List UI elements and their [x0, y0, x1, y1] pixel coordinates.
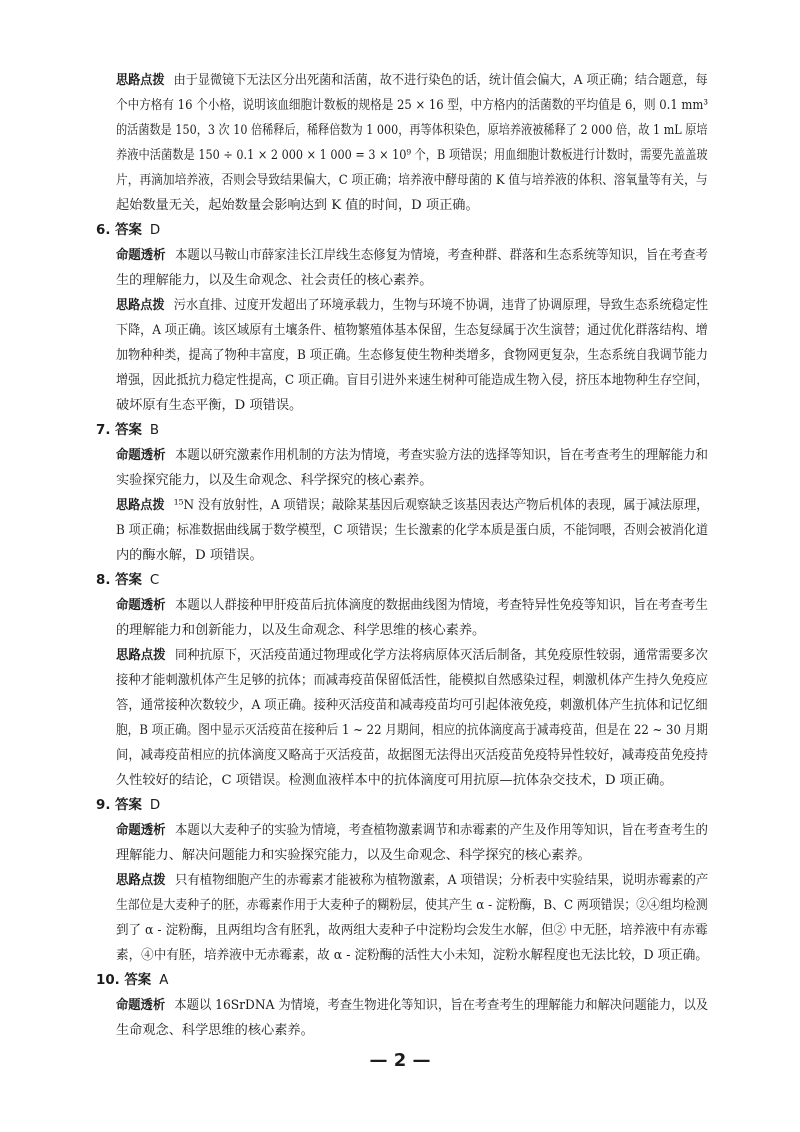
page-number: — 2 —	[369, 1050, 431, 1071]
analysis-line: 片，再滴加培养液，否则会导致结果偏大，C 项正确；培养液中酵母菌的 K 值与培养液的体积、溶氧量等有关，与	[116, 173, 708, 188]
q9-silu: 思路点拨 只有植物细胞产生的赤霉素才能被称为植物激素，A 项错误；分析表中实验结果，说明赤霉素的产	[116, 873, 709, 888]
q10-mingti: 命题透析 本题以 16SrDNA 为情境，考查生物进化等知识，旨在考查考生的理解能力和解决问题能力，以及	[116, 998, 709, 1013]
silu-label: 思路点拨	[116, 73, 165, 88]
q10-mingti-line: 生命观念、科学思维的核心素养。	[116, 1023, 314, 1038]
q7-answer-line: 7. 答案 B	[96, 423, 160, 438]
q9-silu-line: 生部位是大麦种子的胚，赤霉素作用于大麦种子的糊粉层，使其产生 α - 淀粉酶，B、C 两项错误；②④组均检测	[116, 898, 708, 913]
q8-silu: 思路点拨 同种抗原下，灭活疫苗通过物理或化学方法将病原体灭活后制备，其免疫原性较弱，通常需要多次	[116, 648, 708, 663]
q8-silu-line: 接种才能刺激机体产生足够的抗体；而减毒疫苗保留低活性，能模拟自然感染过程，刺激机体产生持久免疫应	[116, 673, 708, 688]
analysis-line: 个中方格有 16 个小格，说明该血细胞计数板的规格是 25 × 16 型，中方格内的活菌数的平均值是 6，则 0.1 mm³	[116, 98, 709, 113]
q8-silu-line: 答，通常接种次数较少，A 项正确。接种灭活疫苗和减毒疫苗均可引起体液免疫，刺激机体产生抗体和记忆细	[116, 698, 708, 713]
q6-mingti-line: 生的理解能力，以及生命观念、社会责任的核心素养。	[116, 273, 433, 288]
analysis-line: 起始数量无关，起始数量会影响达到 K 值的时间，D 项正确。	[116, 198, 479, 213]
q7-silu-line: 内的酶水解，D 项错误。	[116, 548, 263, 563]
q6-silu-line: 破坏原有生态平衡，D 项错误。	[116, 398, 303, 413]
analysis-line: 的活菌数是 150，3 次 10 倍稀释后，稀释倍数为 1 000，再等体积染色，原培养液被稀释了 2 000 倍，故 1 mL 原培	[116, 123, 708, 138]
q8-answer-line: 8. 答案 C	[96, 573, 160, 588]
q7-silu-line: B 项正确；标准数据曲线属于数学模型，C 项错误；生长激素的化学本质是蛋白质，不能饲喂，否则会被消化道	[116, 523, 708, 538]
q8-silu-line: 胞，B 项正确。图中显示灭活疫苗在接种后 1 ~ 22 月期间，相应的抗体滴度高于减毒疫苗，但是在 22 ~ 30 月期	[116, 723, 708, 738]
q9-mingti: 命题透析 本题以大麦种子的实验为情境，考查植物激素调节和赤霉素的产生及作用等知识，旨在考查考生的	[116, 823, 708, 838]
q6-silu-line: 增强，因此抵抗力稳定性提高，C 项正确。盲目引进外来速生树种可能造成生物入侵，挤压本地物种生存空间，	[116, 373, 709, 388]
q6-mingti: 命题透析 本题以马鞍山市薛家洼长江岸线生态修复为情境，考查种群、群落和生态系统等知识，旨在考查考	[116, 248, 708, 263]
q6-answer: D	[149, 223, 161, 238]
q7-mingti: 命题透析 本题以研究激素作用机制的方法为情境，考查实验方法的选择等知识，旨在考查考生的理解能力和	[116, 448, 708, 463]
q8-silu-line: 久性较好的结论，C 项错误。检测血液样本中的抗体滴度可用抗原—抗体杂交技术，D 项正确。	[116, 773, 673, 788]
q9-silu-line: 素，④中有胚，培养液中无赤霉素，故 α - 淀粉酶的活性大小未知，淀粉水解程度也无法比较，D 项正确。	[116, 948, 708, 963]
q6-silu-line: 加物种种类，提高了物种丰富度，B 项正确。生态修复使生物种类增多，食物网更复杂，生态系统自我调节能力	[116, 348, 708, 363]
q9-silu-line: 到了 α - 淀粉酶，且两组均含有胚乳，故两组大麦种子中淀粉均会发生水解，但② 中无胚，培养液中有赤霉	[116, 923, 708, 938]
q8-mingti-line: 的理解能力和创新能力，以及生命观念、科学思维的核心素养。	[116, 623, 486, 638]
q10-answer-line: 10. 答案 A	[96, 973, 169, 988]
q7-mingti-line: 实验探究能力，以及生命观念、科学探究的核心素养。	[116, 473, 433, 488]
analysis-line: 养液中活菌数是 150 ÷ 0.1 × 2 000 × 1 000 = 3 × 10⁹ 个，B 项错误；用血细胞计数板进行计数时，需要先盖盖玻	[116, 148, 708, 163]
q7-answer: B	[149, 423, 160, 438]
q9-mingti-line: 理解能力、解决问题能力和实验探究能力，以及生命观念、科学探究的核心素养。	[116, 848, 591, 863]
q8-silu-line: 间，减毒疫苗相应的抗体滴度又略高于灭活疫苗，故据图无法得出灭活疫苗免疫特异性较好，减毒疫苗免疫持	[116, 748, 708, 763]
q8-mingti: 命题透析 本题以人群接种甲肝疫苗后抗体滴度的数据曲线图为情境，考查特异性免疫等知识，旨在考查考生	[116, 598, 708, 613]
q6-silu: 思路点拨 污水直排、过度开发超出了环境承载力，生物与环境不协调，违背了协调原理，导致生态系统稳定性	[116, 298, 709, 313]
q6-answer-line: 6. 答案 D	[96, 223, 161, 238]
q9-answer: D	[149, 798, 161, 813]
q9-answer-line: 9. 答案 D	[96, 798, 161, 813]
q7-silu: 思路点拨 ¹⁵N 没有放射性，A 项错误；敲除某基因后观察缺乏该基因表达产物后机体的表现，属于减法原理，	[116, 498, 709, 513]
q8-answer: C	[149, 573, 160, 588]
q10-answer: A	[159, 973, 169, 988]
analysis-line: 思路点拨 由于显微镜下无法区分出死菌和活菌，故不进行染色的话，统计值会偏大，A 项正确；结合题意，每	[116, 73, 708, 88]
q6-silu-line: 下降，A 项正确。该区域原有土壤条件、植物繁殖体基本保留，生态复绿属于次生演替；通过优化群落结构、增	[116, 323, 708, 338]
